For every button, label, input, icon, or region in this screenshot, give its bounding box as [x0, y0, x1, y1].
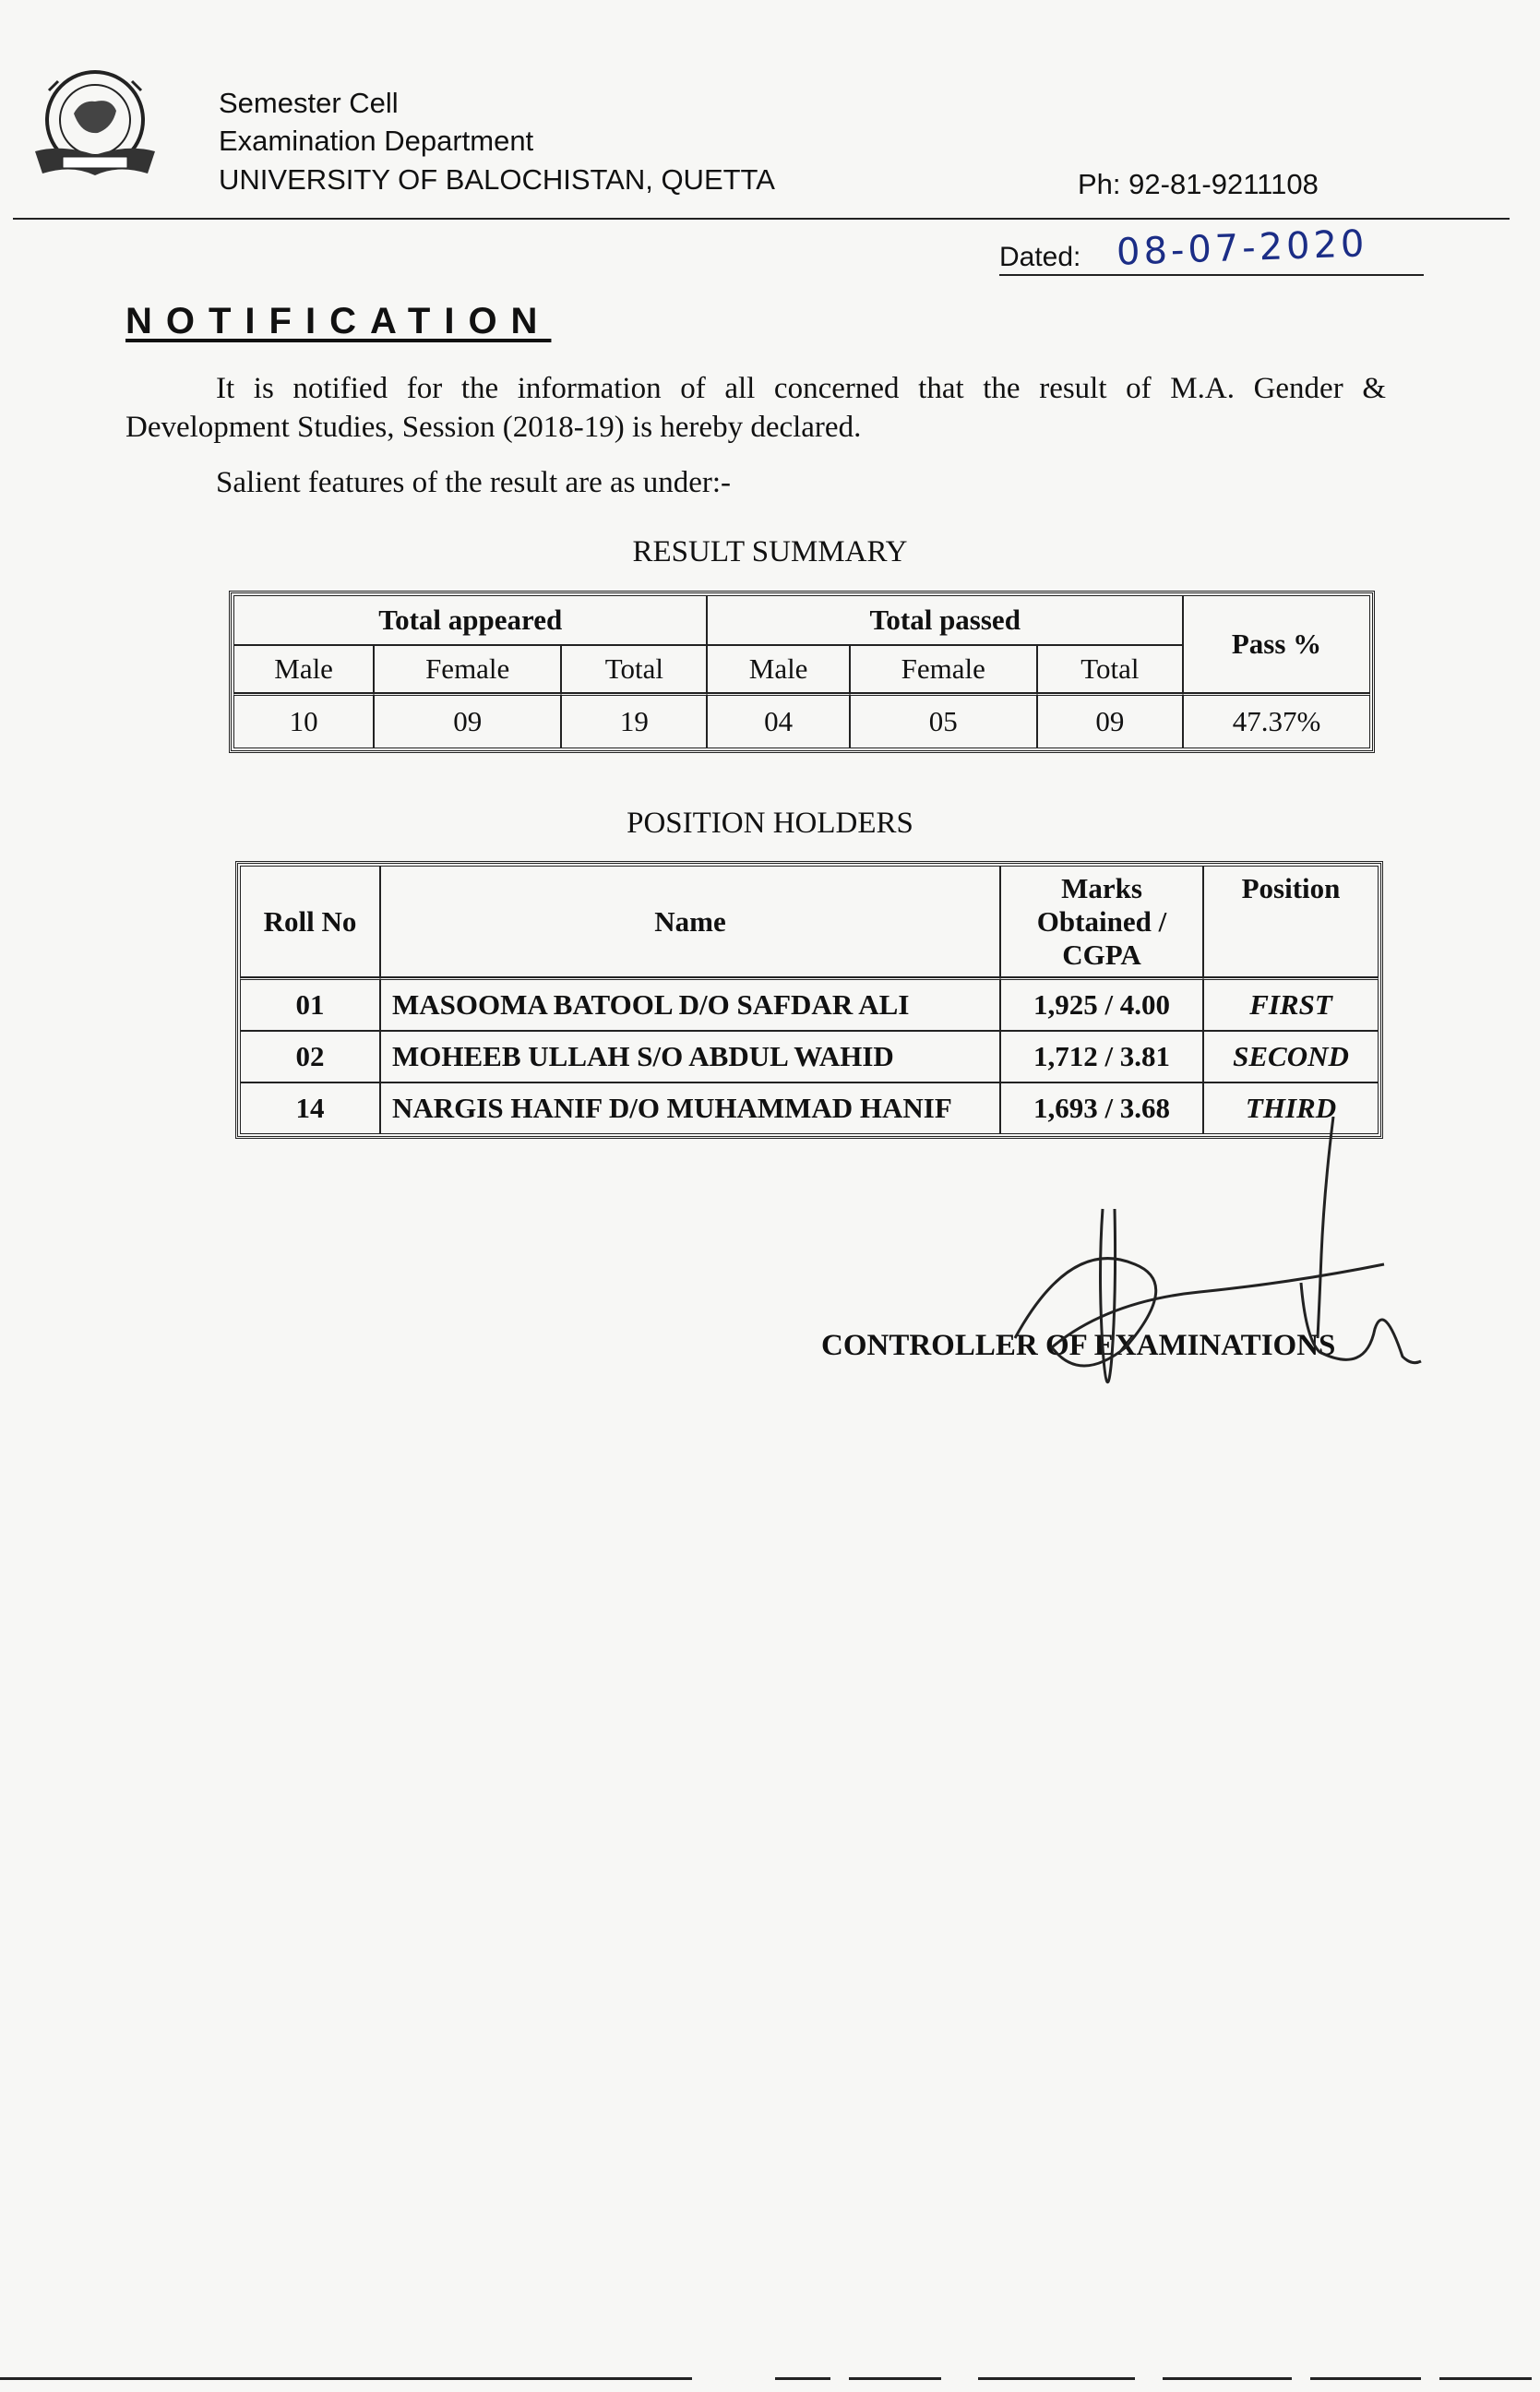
result-summary-table-frame [229, 591, 1375, 753]
appeared-male-value: 10 [233, 693, 374, 748]
marks-header-line-2: Obtained / [1036, 904, 1167, 938]
table-row [240, 1031, 1379, 1082]
pass-percent-value: 47.37% [1183, 693, 1370, 748]
controller-of-examinations: CONTROLLER OF EXAMINATIONS [821, 1329, 1336, 1362]
marks-header [1000, 866, 1203, 977]
total-appeared-header: Total appeared [233, 595, 707, 645]
university-name: UNIVERSITY OF BALOCHISTAN, QUETTA [219, 163, 775, 196]
roll-no-header: Roll No [240, 866, 380, 977]
header-divider [13, 218, 1510, 220]
position-cell: FIRST [1203, 977, 1379, 1031]
appeared-total-value: 19 [561, 693, 707, 748]
notification-body: It is notified for the information of all concerned that the result of M.A. Gender & Development Studies, Session (2018-19) is hereby declared. [125, 372, 1386, 444]
roll-cell: 01 [240, 977, 380, 1031]
pass-percent-header: Pass % [1183, 595, 1370, 693]
position-cell: SECOND [1203, 1031, 1379, 1082]
appeared-total-header: Total [561, 645, 707, 693]
passed-male-header: Male [707, 645, 849, 693]
appeared-female-header: Female [374, 645, 561, 693]
roll-cell: 02 [240, 1031, 380, 1082]
passed-total-header: Total [1037, 645, 1183, 693]
passed-male-value: 04 [707, 693, 849, 748]
roll-cell: 14 [240, 1082, 380, 1134]
dated-underline [999, 274, 1424, 276]
phone-number: Ph: 92-81-9211108 [1078, 168, 1319, 200]
name-cell: NARGIS HANIF D/O MUHAMMAD HANIF [380, 1082, 1000, 1134]
notification-title: NOTIFICATION [125, 301, 552, 341]
position-cell: THIRD [1203, 1082, 1379, 1134]
dated-label: Dated: [999, 242, 1081, 272]
table-row [240, 977, 1379, 1031]
salient-features-line: Salient features of the result are as under:- [216, 466, 732, 499]
total-passed-header: Total passed [707, 595, 1183, 645]
position-holders-table-frame [235, 861, 1383, 1139]
dated-handwritten-value: 08-07-2020 [1116, 222, 1369, 274]
marks-cell: 1,925 / 4.00 [1000, 977, 1203, 1031]
marks-cell: 1,693 / 3.68 [1000, 1082, 1203, 1134]
department-name: Examination Department [219, 125, 534, 157]
position-holders-table [240, 866, 1379, 1134]
passed-female-value: 05 [850, 693, 1037, 748]
appeared-male-header: Male [233, 645, 374, 693]
position-header: Position [1203, 866, 1379, 977]
name-header: Name [380, 866, 1000, 977]
marks-header-line-1: Marks [1061, 871, 1142, 904]
result-summary-heading: RESULT SUMMARY [632, 535, 908, 568]
bottom-scan-marks [0, 2344, 1540, 2381]
signature-scribble [997, 1117, 1430, 1403]
marks-cell: 1,712 / 3.81 [1000, 1031, 1203, 1082]
name-cell: MOHEEB ULLAH S/O ABDUL WAHID [380, 1031, 1000, 1082]
office-name: Semester Cell [219, 87, 399, 119]
university-seal-logo [26, 63, 164, 192]
name-cell: MASOOMA BATOOL D/O SAFDAR ALI [380, 977, 1000, 1031]
result-summary-table [233, 595, 1370, 748]
passed-total-value: 09 [1037, 693, 1183, 748]
appeared-female-value: 09 [374, 693, 561, 748]
passed-female-header: Female [850, 645, 1037, 693]
marks-header-line-3: CGPA [1062, 938, 1141, 971]
position-holders-heading: POSITION HOLDERS [627, 807, 913, 840]
